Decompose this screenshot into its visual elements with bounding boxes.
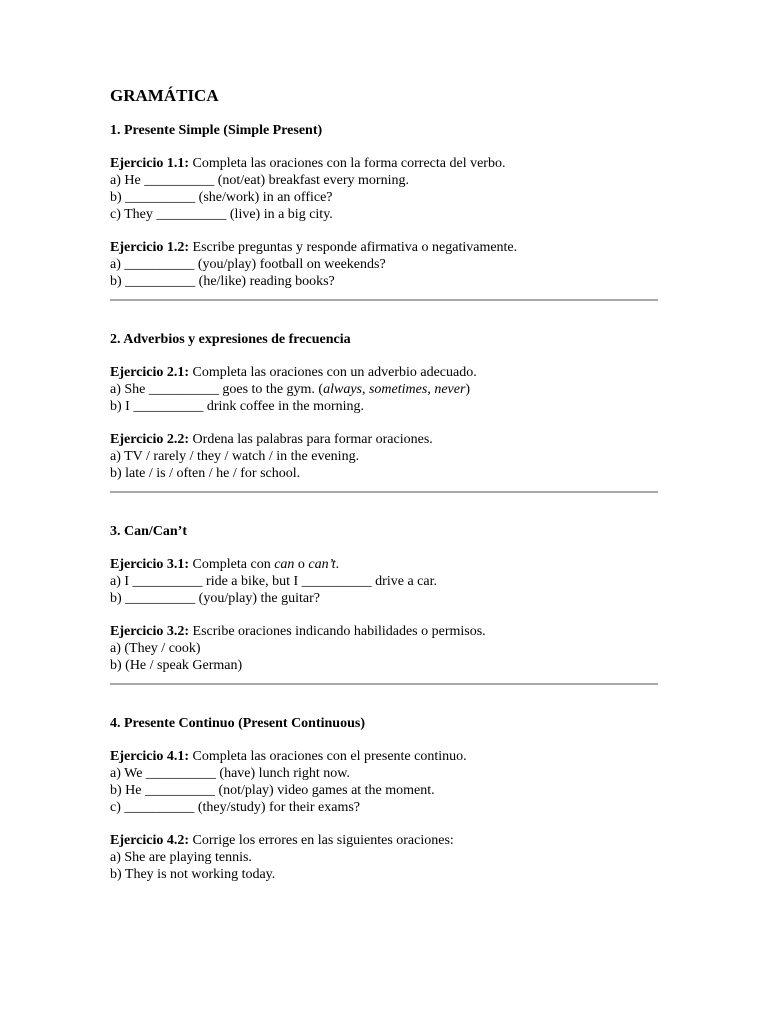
document-title: GRAMÁTICA	[110, 86, 219, 105]
exercise-item: b) __________ (you/play) the guitar?	[110, 591, 320, 606]
worksheet-page	[110, 86, 658, 883]
exercise-label: Ejercicio 2.1:	[110, 365, 190, 380]
instruction-text: Escribe preguntas y responde afirmativa o negativamente.	[189, 240, 518, 255]
exercise-3-2	[110, 623, 658, 674]
instruction-text: Escribe oraciones indicando habilidades o permisos.	[189, 624, 486, 639]
section-divider	[110, 299, 658, 301]
option-never: never	[434, 382, 466, 397]
exercise-1-1	[110, 155, 658, 223]
exercise-label: Ejercicio 4.1:	[110, 749, 190, 764]
exercise-item: b) __________ (she/work) in an office?	[110, 190, 333, 205]
section-heading: 1. Presente Simple (Simple Present)	[110, 123, 323, 138]
exercise-4-2	[110, 832, 658, 883]
exercise-instruction	[110, 556, 658, 573]
exercise-item: a) She __________ goes to the gym. (always, sometimes, never)	[110, 382, 471, 397]
exercise-4-1	[110, 748, 658, 816]
exercise-instruction	[110, 832, 658, 849]
exercise-label: Ejercicio 1.1:	[110, 156, 190, 171]
exercise-instruction	[110, 155, 658, 172]
instruction-text: o	[294, 557, 309, 572]
section-heading: 4. Presente Continuo (Present Continuous)	[110, 716, 365, 731]
exercise-label: Ejercicio 3.2:	[110, 624, 190, 639]
section-present-simple	[110, 122, 658, 290]
exercise-item: b) He __________ (not/play) video games at the moment.	[110, 783, 435, 798]
section-heading: 2. Adverbios y expresiones de frecuencia	[110, 332, 351, 347]
section-present-continuous	[110, 715, 658, 883]
instruction-text: Ordena las palabras para formar oraciones.	[189, 432, 433, 447]
exercise-item: a) TV / rarely / they / watch / in the evening.	[110, 449, 360, 464]
exercise-label: Ejercicio 4.2:	[110, 833, 190, 848]
word-can: can	[274, 557, 295, 572]
exercise-item: a) She are playing tennis.	[110, 850, 252, 865]
exercise-3-1	[110, 556, 658, 607]
exercise-item: b) late / is / often / he / for school.	[110, 466, 301, 481]
exercise-item: c) __________ (they/study) for their exams?	[110, 800, 360, 815]
exercise-item: a) I __________ ride a bike, but I __________ drive a car.	[110, 574, 437, 589]
exercise-2-2	[110, 431, 658, 482]
exercise-item: b) __________ (he/like) reading books?	[110, 274, 335, 289]
exercise-item: b) I __________ drink coffee in the morning.	[110, 399, 365, 414]
item-text: a) She __________ goes to the gym. (	[110, 382, 324, 397]
exercise-instruction	[110, 748, 658, 765]
item-text: )	[465, 382, 471, 397]
exercise-instruction	[110, 431, 658, 448]
section-divider	[110, 491, 658, 493]
word-cant: can’t	[308, 557, 336, 572]
section-heading: 3. Can/Can’t	[110, 524, 188, 539]
instruction-text: Completa las oraciones con el presente continuo.	[189, 749, 467, 764]
option-sometimes: sometimes	[368, 382, 428, 397]
exercise-item: b) (He / speak German)	[110, 658, 243, 673]
section-frequency-adverbs	[110, 331, 658, 482]
exercise-item: a) We __________ (have) lunch right now.	[110, 766, 350, 781]
exercise-item: a) (They / cook)	[110, 641, 201, 656]
section-divider	[110, 683, 658, 685]
instruction-text: Completa las oraciones con la forma correcta del verbo.	[189, 156, 506, 171]
exercise-item: a) __________ (you/play) football on weekends?	[110, 257, 386, 272]
exercise-item: c) They __________ (live) in a big city.	[110, 207, 333, 222]
exercise-item: a) He __________ (not/eat) breakfast every morning.	[110, 173, 409, 188]
exercise-label: Ejercicio 3.1:	[110, 557, 190, 572]
exercise-2-1	[110, 364, 658, 415]
instruction-text: Completa con	[189, 557, 275, 572]
exercise-item: b) They is not working today.	[110, 867, 276, 882]
exercise-instruction	[110, 623, 658, 640]
section-can-cant	[110, 523, 658, 674]
exercise-label: Ejercicio 1.2:	[110, 240, 190, 255]
instruction-text: .	[335, 557, 340, 572]
exercise-label: Ejercicio 2.2:	[110, 432, 190, 447]
instruction-text: Corrige los errores en las siguientes oraciones:	[189, 833, 454, 848]
option-always: always	[323, 382, 362, 397]
exercise-instruction	[110, 364, 658, 381]
exercise-1-2	[110, 239, 658, 290]
instruction-text: Completa las oraciones con un adverbio adecuado.	[189, 365, 477, 380]
exercise-instruction	[110, 239, 658, 256]
